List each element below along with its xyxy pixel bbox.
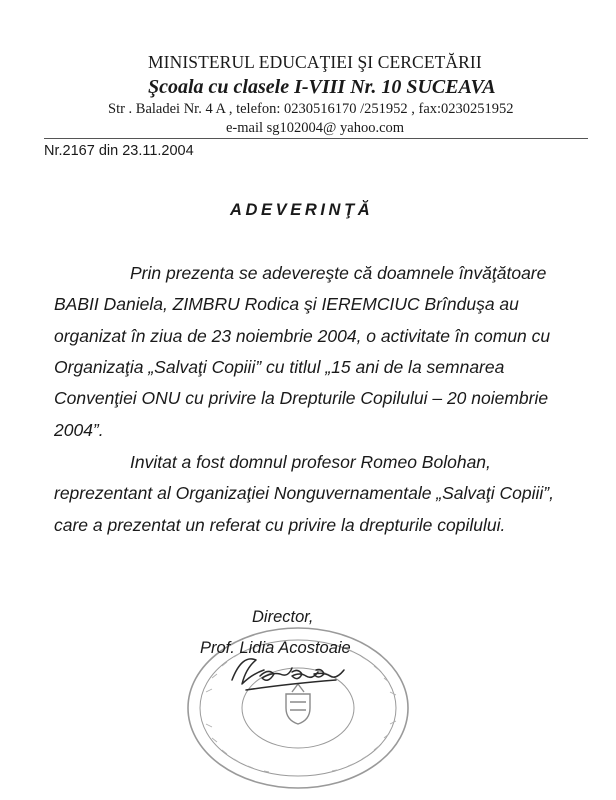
director-name: Prof. Lidia Acostoaie [200,639,351,657]
school-email: e-mail sg102004@ yahoo.com [226,120,405,136]
paragraph-1-line: 2004”. [54,420,104,440]
paragraph-1-line: Organizaţia „Salvaţi Copiii” cu titlul „15 ani de la semnarea [54,357,505,377]
school-name: Şcoala cu clasele I-VIII Nr. 10 SUCEAVA [148,76,496,98]
ministry-name: MINISTERUL EDUCAŢIEI ŞI CERCETĂRII [148,52,482,72]
paragraph-1-line: organizat în ziua de 23 noiembrie 2004, o activitate în comun cu [54,326,551,346]
handwritten-signature [226,650,366,698]
document-title: ADEVERINŢĂ [230,201,374,219]
paragraph-2-line: Invitat a fost domnul profesor Romeo Bolohan, [130,452,491,472]
registration-number: Nr.2167 din 23.11.2004 [44,143,194,159]
paragraph-1-line: BABII Daniela, ZIMBRU Rodica şi IEREMCIUC Brînduşa au [54,294,519,314]
header-divider [44,138,588,139]
paragraph-2-line: care a prezentat un referat cu privire la drepturile copilului. [54,515,506,535]
paragraph-2-line: reprezentant al Organizaţiei Nonguvernamentale „Salvaţi Copiii”, [54,483,554,503]
paragraph-1-line: Convenţiei ONU cu privire la Drepturile Copilului – 20 noiembrie [54,388,549,408]
school-address: Str . Baladei Nr. 4 A , telefon: 0230516170 /251952 , fax:0230251952 [108,101,514,117]
paragraph-1-line: Prin prezenta se adevereşte că doamnele învăţătoare [130,263,547,283]
director-label: Director, [252,608,314,626]
